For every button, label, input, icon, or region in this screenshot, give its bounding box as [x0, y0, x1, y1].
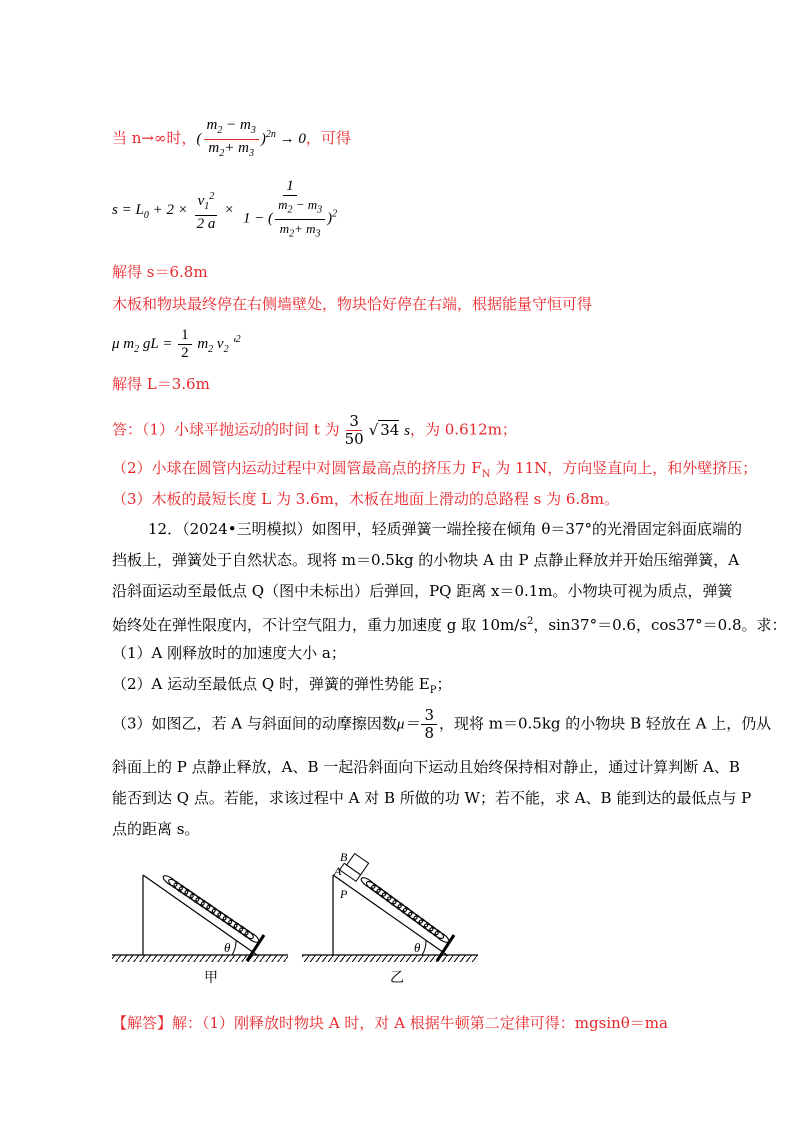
angle-arc [232, 941, 236, 955]
incline-slope [333, 875, 447, 955]
question-3: （3）如图乙，若 A 与斜面间的动摩擦因数μ＝ $\frac{3}{8}$ ，现将 m＝0.5kg 的小物块 B 轻放在 A 上，仍从 [112, 706, 772, 742]
figure-jia [112, 855, 292, 990]
spring [360, 876, 451, 944]
problem-line-1: 12．（2024•三明模拟）如图甲，轻质弹簧一端拴接在倾角 θ＝37°的光滑固定斜面底端的 [148, 520, 742, 538]
angle-label: θ [414, 940, 421, 955]
problem-line-4: 始终处在弹性限度内，不计空气阻力，重力加速度 g 取 $10m/s^2$，sin37°＝0.6，cos37°＝0.8。求： [112, 616, 787, 634]
answer-3: （3）木板的最短长度 L 为 3.6m，木板在地面上滑动的总路程 s 为 6.8m。 [112, 490, 619, 508]
incline-slope [143, 875, 257, 955]
angle-arc [422, 941, 426, 955]
angle-label: θ [224, 940, 231, 955]
figure-jia-caption: 甲 [204, 971, 218, 986]
question-2: （2）A 运动至最低点 Q 时，弹簧的弹性势能 $E_P$； [112, 675, 452, 696]
problem-line-3: 沿斜面运动至最低点 Q（图中未标出）后弹回，PQ 距离 x＝0.1m。小物块可视为质点，弹簧 [112, 582, 733, 600]
solve-L: 解得 L＝3.6m [112, 375, 210, 393]
limit-statement: 当 n→∞时，( $\frac{m_2 - m_3}{m_2+ m_3}$ )$^{2n}$ → 0，可得 [112, 117, 351, 159]
solution-line: 【解答】解：（1）刚释放时物块 A 时，对 A 根据牛顿第二定律可得：mgsinθ＝ma [112, 1014, 668, 1032]
spring [162, 874, 261, 944]
energy-formula: μ $m_2$ gL = $\frac{1}{2}$ $m_2$ $v_2$ $'^2$ [112, 327, 241, 361]
question-1: （1）A 刚释放时的加速度大小 a； [112, 644, 346, 662]
answer-1: 答：（1）小球平抛运动的时间 t 为 $\frac{3}{50}$ √ 34 s，为 0.612m； [112, 412, 517, 448]
point-p-label: P [340, 887, 348, 901]
question-3-line-3: 能否到达 Q 点。若能，求该过程中 A 对 B 所做的功 W；若不能，求 A、B 能到达的最低点与 P [112, 789, 752, 807]
block-b-label: B [340, 850, 348, 864]
solve-s: 解得 s＝6.8m [112, 263, 208, 281]
block-a-label: A [334, 864, 342, 878]
s-formula: $s = L_0 + 2$ × $\frac{v_1^2}{2 a}$ × 1 1 − ( $\frac{m_2 - m_3}{m_2+ m_3}$ )$^2$ [112, 178, 338, 240]
ground-hatch [112, 955, 288, 962]
energy-statement: 木板和物块最终停在右侧墙壁处，物块恰好停在右端，根据能量守恒可得 [112, 295, 593, 313]
figure-yi [302, 845, 482, 990]
ground-hatch [302, 955, 478, 962]
answer-2: （2）小球在圆管内运动过程中对圆管最高点的挤压力 $F_N$ 为 11N，方向竖直向上，和外壁挤压； [112, 459, 758, 480]
figure-yi-caption: 乙 [390, 971, 404, 986]
problem-line-2: 挡板上，弹簧处于自然状态。现将 m＝0.5kg 的小物块 A 由 P 点静止释放并开始压缩弹簧，A [112, 551, 740, 569]
question-3-line-4: 点的距离 s。 [112, 820, 200, 838]
solution-header: 【解答】 [112, 1014, 173, 1032]
question-3-line-2: 斜面上的 P 点静止释放，A、B 一起沿斜面向下运动且始终保持相对静止，通过计算判断 A、B [112, 758, 740, 776]
